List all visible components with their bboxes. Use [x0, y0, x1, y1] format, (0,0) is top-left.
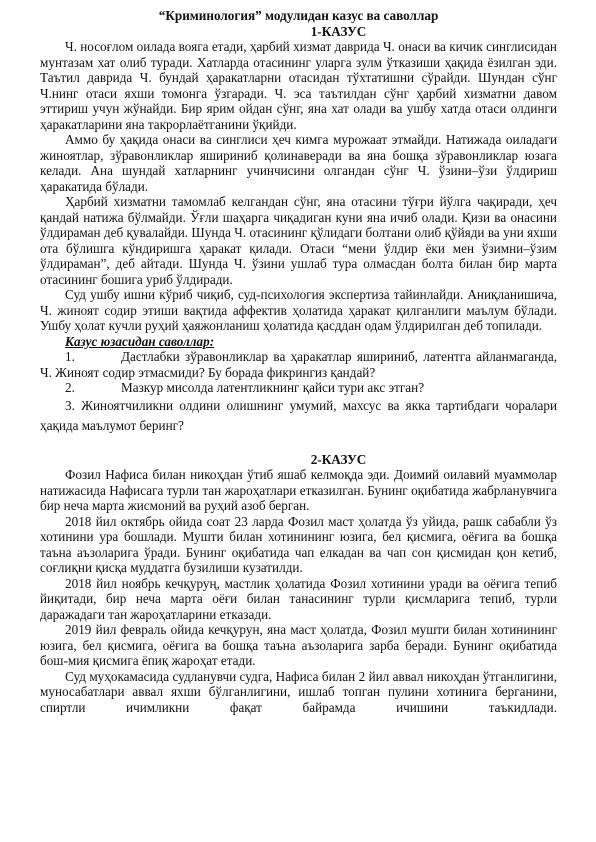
question-item: [40, 349, 557, 380]
case-1-paragraph: Суд ушбу ишни кўриб чиқиб, суд-психология экспертиза тайинлайди. Аниқланишича, Ч. жиноят содир этиши вақтида аффектив ҳолатида ҳаракат қилганлиги маълум бўлади. Ушбу ҳолат кучли руҳий ҳаяжонланиш ҳолатида қасддан одам ўлдирилган деб топилади.: [40, 287, 557, 333]
document-page: [40, 8, 557, 715]
case-1-paragraph: Ҳарбий хизматни тамомлаб келгандан сўнг, яна отасини тўғри йўлга чақиради, ҳеч қандай натижа бўлмайди. Ўғли шаҳарга чиқадиган куни яна ичиб олади. Қизи ва онасини ўлдираман деб қувалайди. Шунда Ч. отасининг қўлидаги болтани олиб қўйяди ва уни яхши ота бўлишга кўндиришга ҳаракат қилади. Отаси “мени ўлдир ёки мен ўзимни–ўзим ўлдираман”, деб айтади. Шунда Ч. ўзини ушлаб тура олмасдан болта билан бир марта отасининг бошига уриб ўлдиради.: [40, 194, 557, 287]
question-number: 1.: [65, 349, 75, 364]
question-item: [40, 396, 557, 436]
case-2-paragraph: Суд муҳокамасида судланувчи судга, Нафиса билан 2 йил аввал никоҳдан ўтганлигини, муносабатлари аввал яхши бўлганлигини, ишлаб топган пулини хотинига берганини, спиртли ичимликни фақат байрамда ичишини таъкидлади.: [40, 668, 557, 715]
section-spacer: [40, 436, 557, 452]
document-title: “Криминология” модулидан казус ва саволлар: [158, 8, 439, 23]
question-text: Дастлабки зўравонликлар ва ҳаракатлар яшириниб, латентга айланмаганда, Ч. Жиноят содир этмасмиди? Бу борада фикрингиз қандай?: [40, 349, 557, 380]
case-2-paragraph: Фозил Нафиса билан никоҳдан ўтиб яшаб келмоқда эди. Доимий оилавий муаммолар натижасида Нафисага турли тан жароҳатлари етказилган. Бунинг оқибатида жабрланувчига бир неча марта жисмоний ва руҳий азоб берган.: [40, 467, 557, 513]
case-2-heading: 2-КАЗУС: [310, 451, 367, 467]
question-number: 2.: [65, 380, 75, 395]
question-item: [40, 380, 557, 396]
case-1-paragraph: Аммо бу ҳақида онаси ва синглиси ҳеч кимга мурожаат этмайди. Натижада оиладаги жиноятлар, зўравонликлар яшириниб қолинаверади ва яна бошқа зўравонликлар юзага келади. Ана шундай хатларнинг учинчисини олгандан сўнг Ч. ўзини–ўзи ўлдириш ҳаракатида бўлади.: [40, 132, 557, 194]
case-2-paragraph: 2018 йил ноябрь кечқуруң, мастлик ҳолатида Фозил хотинини уради ва оёғига тепиб йиқитади, бир неча марта оёғи билан танасининг турли қисмларига тепиб, турли даражадаги тан жароҳатларини етказади.: [40, 575, 557, 622]
case-1-heading: 1-КАЗУС: [310, 23, 367, 39]
case-2-paragraph: 2019 йил февраль ойида кечқурун, яна маст ҳолатда, Фозил мушти билан хотинининг юзига, бел қисмига, оёғига ва бошқа таъна аъзоларига зарба беради. Бунинг оқибатида бош-мия қисмига ёпиқ жароҳат етади.: [40, 622, 557, 668]
case-1-paragraph: Ч. носоғлом оилада вояга етади, ҳарбий хизмат даврида Ч. онаси ва кичик синглисидан мунтазам хат олиб туради. Хатларда отасининг уларга зулм ўтказиши ҳақида ёзилган эди. Таътил даврида Ч. бундай ҳаракатларни отасидан тўхтатишни сўрайди. Шундан сўнг Ч.нинг отаси яхши томонга ўзгаради. Ч. эса таътилдан сўнг ҳарбий хизматни давом эттириш учун жўнайди. Бир ярим ойдан сўнг, яна хат олади ва ушбу хатда отаси олдинги ҳаракатларини яна такрорлаётганини ўқийди.: [40, 39, 557, 132]
question-text: Мазкур мисолда латентликнинг қайси тури акс этган?: [121, 380, 425, 395]
question-number: 3.: [65, 397, 75, 413]
case-2-paragraph: 2018 йил октябрь ойида соат 23 ларда Фозил маст ҳолатда ўз уйида, рашк сабабли ўз хотинини ура бошлади. Мушти билан хотинининг юзига, бел қисмига, оёғига ва бошқа таъна аъзоларига ўради. Бунинг оқибатида чап елкадан ва чап сон қисмидан қон кетиб, соғлиқни қисқа муддатга бузилиши кузатилди.: [40, 513, 557, 575]
questions-heading: Казус юзасидан саволлар:: [65, 333, 215, 349]
question-text: Жиноятчиликни олдини олишнинг умумий, махсус ва якка тартибдаги чоралари ҳақида маълумот беринг?: [40, 397, 557, 433]
